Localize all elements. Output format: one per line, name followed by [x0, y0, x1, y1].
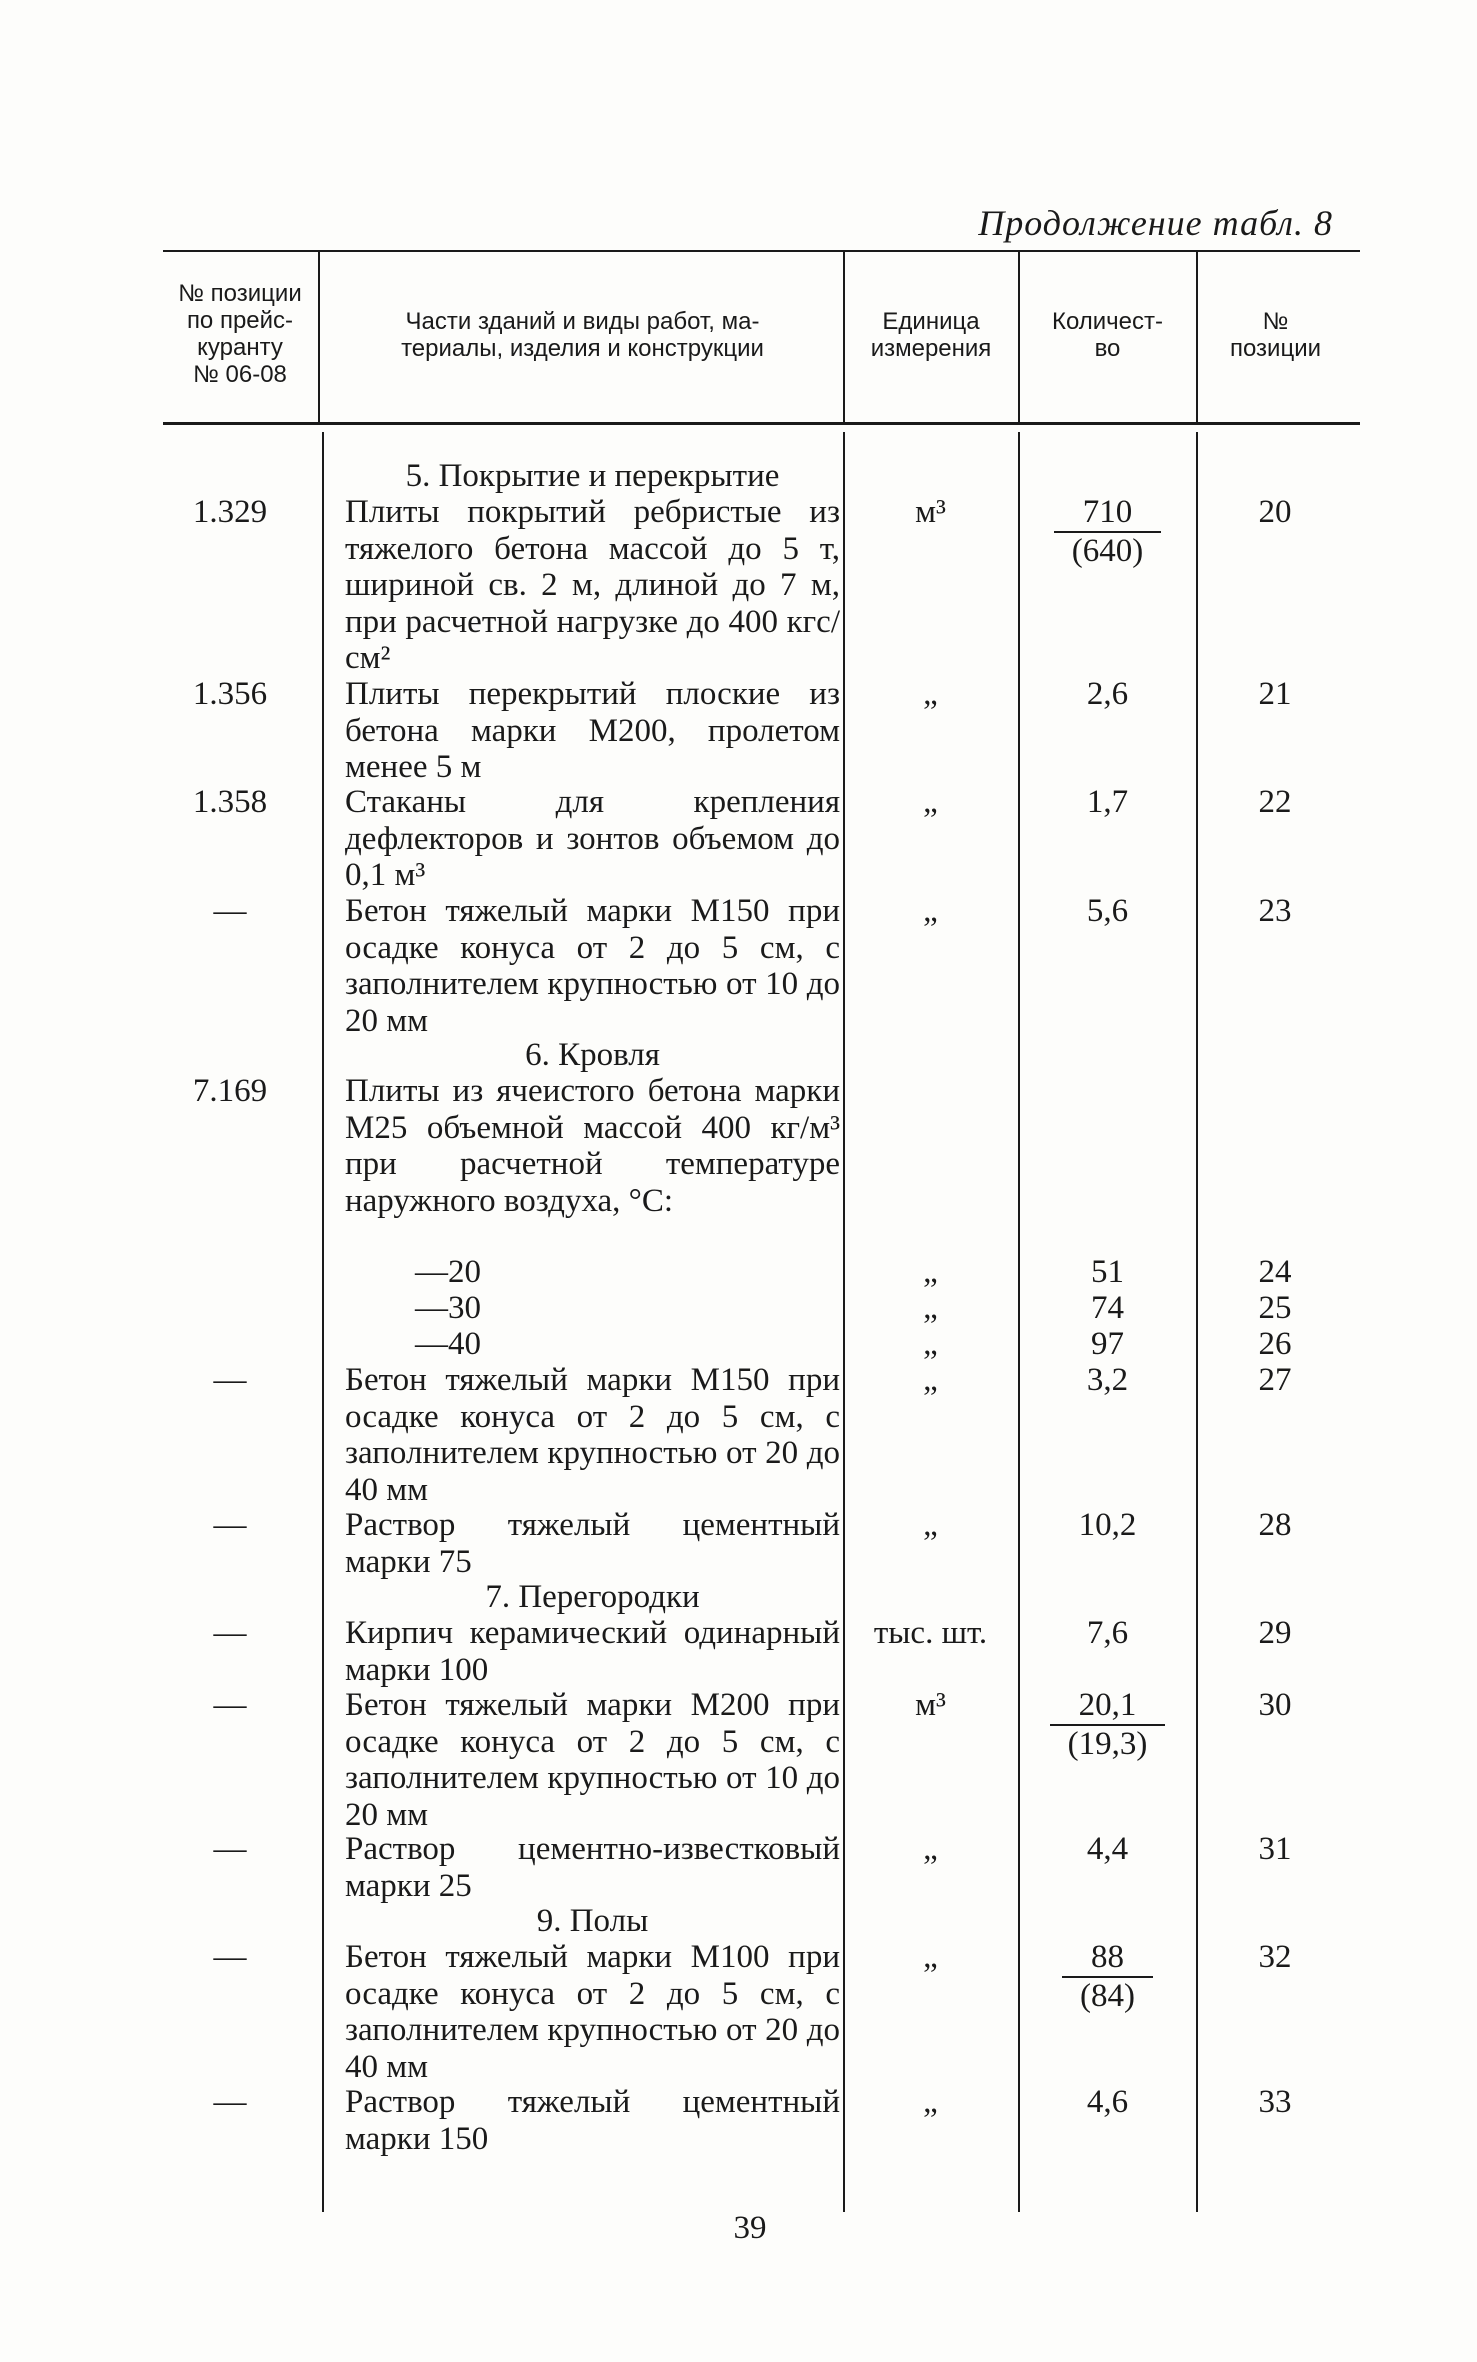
quantity	[1020, 494, 1195, 569]
row-description: Кирпич керамический одинарный марки 100	[345, 1615, 840, 1688]
table-top-rule	[163, 250, 1360, 252]
price-ref: —	[213, 1687, 247, 1723]
position-number: 31	[1258, 1831, 1292, 1867]
table-header-rule	[163, 422, 1360, 425]
position-number: 27	[1258, 1362, 1292, 1398]
quantity-alt-value: (19,3)	[1067, 1725, 1148, 1762]
position-number: 21	[1258, 676, 1292, 712]
position-number: 33	[1258, 2084, 1292, 2120]
header-unit	[845, 308, 1017, 362]
price-ref: —	[213, 1362, 247, 1398]
row-description: Раствор тяжелый цементный марки 75	[345, 1507, 840, 1580]
quantity	[1020, 1939, 1195, 2014]
header-description	[325, 308, 840, 362]
quantity: 5,6	[1086, 893, 1129, 929]
quantity: 3,2	[1086, 1362, 1129, 1398]
price-ref: —	[213, 893, 247, 929]
position-number: 32	[1258, 1939, 1292, 1975]
unit: „	[923, 1290, 938, 1326]
unit: „	[923, 1939, 938, 1975]
header-quantity	[1020, 308, 1195, 362]
position-number: 29	[1258, 1615, 1292, 1651]
row-description: Бетон тяжелый марки М100 при осадке конуса от 2 до 5 см, с заполнителем крупностью от 20 до 40 мм	[345, 1939, 840, 2085]
unit: тыс. шт.	[873, 1615, 988, 1651]
quantity: 1,7	[1086, 784, 1129, 820]
position-number: 25	[1258, 1290, 1292, 1326]
position-number: 24	[1258, 1254, 1292, 1290]
header-price-line-3: куранту	[197, 334, 283, 361]
unit: „	[923, 1326, 938, 1362]
header-price-line-1: № позиции	[178, 280, 302, 307]
row-description: Стаканы для крепления дефлекторов и зонтов объемом до 0,1 м³	[345, 784, 840, 893]
price-ref: 1.329	[192, 494, 268, 530]
unit: „	[923, 784, 938, 820]
section-9-title: 9. Полы	[536, 1903, 649, 1939]
row-description: Плиты из ячеистого бетона марки М25 объемной массой 400 кг/м³ при расчетной температуре наружного воздуха, °С:	[345, 1073, 840, 1219]
header-desc-line-2: териалы, изделия и конструкции	[401, 335, 764, 362]
quantity: 97	[1091, 1326, 1124, 1362]
quantity: 2,6	[1086, 676, 1129, 712]
header-price-line-2: по прейс-	[186, 307, 294, 334]
position-number: 28	[1258, 1507, 1292, 1543]
unit: „	[923, 1507, 938, 1543]
position-number: 22	[1258, 784, 1292, 820]
row-description: —30	[415, 1290, 481, 1326]
quantity: 10,2	[1078, 1507, 1137, 1543]
price-ref: 1.358	[192, 784, 268, 820]
unit: „	[923, 676, 938, 712]
quantity: 74	[1091, 1290, 1124, 1326]
row-description: —40	[415, 1326, 481, 1362]
header-pos-line-2: позиции	[1229, 335, 1322, 362]
header-desc-line-1: Части зданий и виды работ, ма-	[405, 308, 760, 335]
header-qty-line-1: Количест-	[1051, 308, 1164, 335]
header-pos-line-1: №	[1262, 308, 1289, 335]
quantity: 51	[1091, 1254, 1124, 1290]
quantity-value: 88	[1062, 1939, 1153, 1978]
row-description: —20	[415, 1254, 481, 1290]
position-number: 20	[1258, 494, 1292, 530]
row-description: Плиты покрытий ребристые из тяжелого бетона массой до 5 т, шириной св. 2 м, длиной до 7 м, при расчетной нагрузке до 400 кгс/см²	[345, 494, 840, 676]
section-5-title: 5. Покрытие и перекрытие	[405, 458, 780, 494]
section-7-title: 7. Перегородки	[485, 1579, 700, 1615]
header-position	[1198, 308, 1353, 362]
unit: „	[923, 1362, 938, 1398]
unit: „	[923, 1831, 938, 1867]
row-description: Плиты перекрытий плоские из бетона марки М200, пролетом менее 5 м	[345, 676, 840, 785]
price-ref: —	[213, 1507, 247, 1543]
quantity-alt-value: (640)	[1071, 532, 1144, 569]
quantity: 4,6	[1086, 2084, 1129, 2120]
quantity	[1020, 1687, 1195, 1762]
price-ref: 7.169	[192, 1073, 268, 1109]
section-6-title: 6. Кровля	[525, 1037, 660, 1073]
quantity-value: 710	[1054, 494, 1161, 533]
col-divider-4-body	[1196, 432, 1198, 2212]
unit: м³	[915, 1687, 946, 1723]
quantity-value: 20,1	[1050, 1687, 1166, 1726]
price-ref: —	[213, 1615, 247, 1651]
quantity: 7,6	[1086, 1615, 1129, 1651]
price-ref: —	[213, 1939, 247, 1975]
row-description: Раствор тяжелый цементный марки 150	[345, 2084, 840, 2157]
unit: м³	[915, 494, 946, 530]
unit: „	[923, 2084, 938, 2120]
quantity: 4,4	[1086, 1831, 1129, 1867]
row-description: Бетон тяжелый марки М150 при осадке конуса от 2 до 5 см, с заполнителем крупностью от 20 до 40 мм	[345, 1362, 840, 1508]
price-ref: —	[213, 1831, 247, 1867]
position-number: 23	[1258, 893, 1292, 929]
position-number: 30	[1258, 1687, 1292, 1723]
price-ref: —	[213, 2084, 247, 2120]
row-description: Бетон тяжелый марки М150 при осадке конуса от 2 до 5 см, с заполнителем крупностью от 10 до 20 мм	[345, 893, 840, 1039]
row-description: Бетон тяжелый марки М200 при осадке конуса от 2 до 5 см, с заполнителем крупностью от 10 до 20 мм	[345, 1687, 840, 1833]
page-number: 39	[733, 2210, 767, 2246]
unit: „	[923, 1254, 938, 1290]
header-price-ref	[160, 280, 320, 388]
header-unit-line-1: Единица	[882, 308, 980, 335]
header-unit-line-2: измерения	[870, 335, 992, 362]
unit: „	[923, 893, 938, 929]
col-divider-1-body	[322, 432, 324, 2212]
header-qty-line-2: во	[1094, 335, 1121, 362]
position-number: 26	[1258, 1326, 1292, 1362]
row-description: Раствор цементно-известковый марки 25	[345, 1831, 840, 1904]
quantity-alt-value: (84)	[1080, 1977, 1135, 2014]
table-caption: Продолжение табл. 8	[978, 203, 1333, 243]
header-price-line-4: № 06-08	[193, 361, 287, 388]
price-ref: 1.356	[192, 676, 268, 712]
